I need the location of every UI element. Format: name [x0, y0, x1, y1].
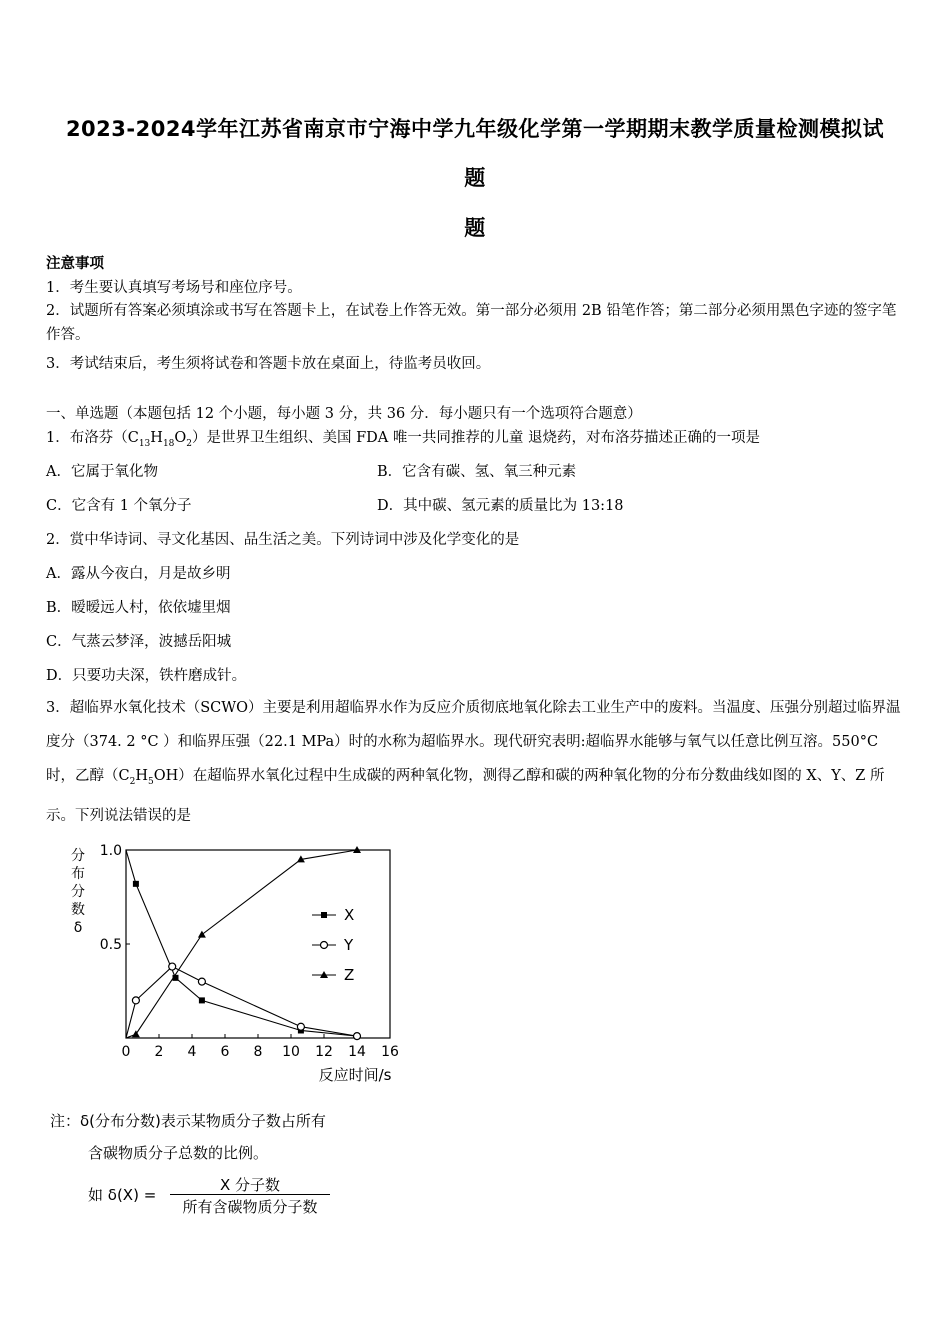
data-point-x [199, 997, 205, 1003]
q3-stem-b: OH）在超临界水氧化过程中生成碳的两种氧化物，测得乙醇和碳的两种氧化物的分布分数曲线如图的 X、Y、Z 所示。下列说法错误的是 [46, 768, 885, 824]
data-point-x [133, 881, 139, 887]
x-tick-label: 4 [187, 1044, 197, 1060]
question-1-stem [46, 426, 760, 449]
x-tick-label: 16 [381, 1044, 399, 1060]
q1-sub-h: 18 [162, 438, 175, 449]
x-tick-label: 10 [282, 1044, 300, 1060]
q2-option-c: C．气蒸云梦泽，波撼岳阳城 [46, 634, 232, 650]
y-axis-label-char: 分 [71, 884, 85, 900]
page-title-line1: 2023-2024学年江苏省南京市宁海中学九年级化学第一学期期末教学质量检测模拟试 [65, 117, 885, 141]
notice-item-1: 1．考生要认真填写考场号和座位序号。 [46, 280, 302, 296]
q3-h: H [135, 768, 148, 784]
question-3-stem [46, 691, 908, 833]
y-tick-label: 0.5 [99, 937, 122, 953]
page-title-line2: 题 [464, 166, 486, 190]
x-tick-label: 0 [121, 1044, 131, 1060]
q1-h: H [150, 430, 163, 446]
page-title-line3: 题 [464, 216, 486, 240]
legend-label-y: Y [344, 936, 354, 954]
y-axis-label-char: 分 [71, 848, 85, 864]
section-heading: 一、单选题（本题包括 12 个小题，每小题 3 分，共 36 分．每小题只有一个选项符合题意） [46, 406, 642, 422]
data-point-y [198, 978, 205, 985]
data-point-y [354, 1033, 361, 1040]
x-tick-label: 2 [154, 1044, 164, 1060]
legend-label-z: Z [344, 966, 355, 984]
q1-stem-post: ）是世界卫生组织、美国 FDA 唯一共同推荐的儿童 退烧药，对布洛芬描述正确的一项是 [192, 430, 760, 446]
fraction-bar [170, 1194, 330, 1195]
data-point-y [169, 963, 176, 970]
q2-option-d: D．只要功夫深，铁杵磨成针。 [46, 668, 247, 684]
y-tick-label: 1.0 [99, 843, 122, 859]
y-axis-label-char: 数 [71, 902, 85, 918]
q1-option-d: D．其中碳、氢元素的质量比为 13:18 [377, 498, 624, 514]
distribution-chart [60, 838, 410, 1088]
q1-sub-c: 13 [138, 438, 151, 449]
y-axis-label-char: δ [73, 920, 83, 936]
x-tick-label: 14 [348, 1044, 366, 1060]
legend-marker-x [321, 912, 327, 918]
x-tick-label: 6 [220, 1044, 230, 1060]
q1-option-a: A．它属于氧化物 [46, 464, 158, 480]
notice-item-3: 3．考试结束后，考生须将试卷和答题卡放在桌面上，待监考员收回。 [46, 356, 491, 372]
figure-note-line2: 含碳物质分子总数的比例。 [88, 1144, 269, 1162]
q1-sub-o: 2 [186, 438, 193, 449]
q1-o: O [174, 430, 187, 446]
q2-option-b: B．暧暧远人村，依依墟里烟 [46, 600, 231, 616]
q2-option-a: A．露从今夜白，月是故乡明 [46, 566, 231, 582]
formula-lhs: 如 δ(X) = [88, 1186, 157, 1204]
data-point-z [132, 1030, 140, 1037]
formula-denominator: 所有含碳物质分子数 [182, 1198, 318, 1216]
figure-note-line1: 注：δ(分布分数)表示某物质分子数占所有 [50, 1112, 326, 1130]
q3-stem-a: 3．超临界水氧化技术（SCWO）主要是利用超临界水作为反应介质彻底地氧化除去工业生产中的废料。当温度、压强分别超过临界温度分（374. 2 °C ）和临界压强（22.1 MPa）时的水称为超临界水。现代研究表明:超临界水能够与氧气以任意比例互溶。550°C 时，乙醇（C [46, 700, 901, 784]
question-2-stem: 2．赏中华诗词、寻文化基因、品生活之美。下列诗词中涉及化学变化的是 [46, 532, 520, 548]
x-tick-label: 12 [315, 1044, 333, 1060]
x-axis-label: 反应时间/s [318, 1066, 392, 1084]
legend-label-x: X [344, 906, 355, 924]
notice-item-2: 2．试题所有答案必须填涂或书写在答题卡上，在试卷上作答无效。第一部分必须用 2B 铅笔作答；第二部分必须用黑色字迹的签字笔作答。 [46, 303, 897, 343]
y-axis-label-char: 布 [71, 866, 85, 882]
q3-sub-c: 2 [129, 776, 136, 787]
q3-sub-h: 5 [148, 776, 154, 787]
data-point-y [132, 997, 139, 1004]
data-point-z [198, 931, 206, 938]
notice-heading: 注意事项 [46, 255, 104, 272]
data-point-y [297, 1023, 304, 1030]
q1-option-b: B．它含有碳、氢、氧三种元素 [377, 464, 577, 480]
q1-stem-pre: 1．布洛芬（C [46, 430, 139, 446]
formula-numerator: X 分子数 [219, 1176, 281, 1194]
legend-marker-y [321, 942, 328, 949]
q1-option-c: C．它含有 1 个氧分子 [46, 498, 192, 514]
x-tick-label: 8 [253, 1044, 263, 1060]
